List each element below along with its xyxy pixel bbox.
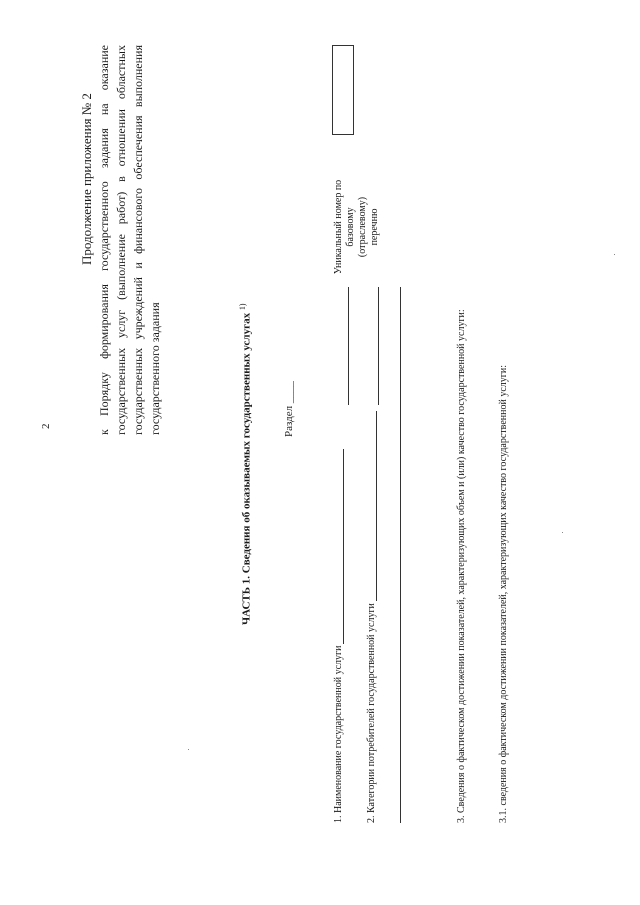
service-name-row bbox=[333, 449, 344, 823]
consumer-category-label: 2. Категории потребителей государственной услуги bbox=[366, 603, 377, 823]
scan-speck bbox=[562, 532, 563, 533]
part-footnote-mark: 1) bbox=[238, 303, 247, 311]
service-name-label: 1. Наименование государственной услуги bbox=[333, 645, 344, 823]
service-name-field[interactable] bbox=[333, 449, 344, 644]
part-heading bbox=[238, 303, 253, 625]
page-number: 2 bbox=[40, 423, 52, 429]
consumer-category-continuation-line bbox=[378, 287, 379, 405]
unique-number-label: Уникальный номер по базовому (отраслевому) перечню bbox=[333, 179, 380, 275]
section-label: Раздел ____ bbox=[283, 381, 295, 437]
consumer-category-row bbox=[366, 411, 377, 823]
part-heading-text: ЧАСТЬ 1. Сведения об оказываемых государственных услугах bbox=[240, 312, 253, 625]
service-name-continuation-line bbox=[348, 287, 349, 405]
appendix-title: Продолжение приложения № 2 bbox=[79, 93, 94, 265]
scan-speck bbox=[614, 254, 615, 255]
section-3-1-heading: 3.1. сведения о фактическом достижении показателей, характеризующих качество государственной услуги: bbox=[498, 365, 509, 823]
unique-number-box[interactable] bbox=[332, 45, 354, 135]
consumer-category-field[interactable] bbox=[366, 411, 377, 601]
section-3-heading: 3. Сведения о фактическом достижении показателей, характеризующих объем и (или) качество государственной услуги: bbox=[456, 309, 467, 823]
consumer-category-extra-line bbox=[400, 287, 401, 823]
scan-speck bbox=[188, 749, 189, 750]
appendix-body: к Порядку формирования государственного задания на оказание государственных услуг (выполнение работ) в отношении областных государственных учреждений и финансового обеспечения выполнения государственного задания bbox=[97, 45, 162, 435]
